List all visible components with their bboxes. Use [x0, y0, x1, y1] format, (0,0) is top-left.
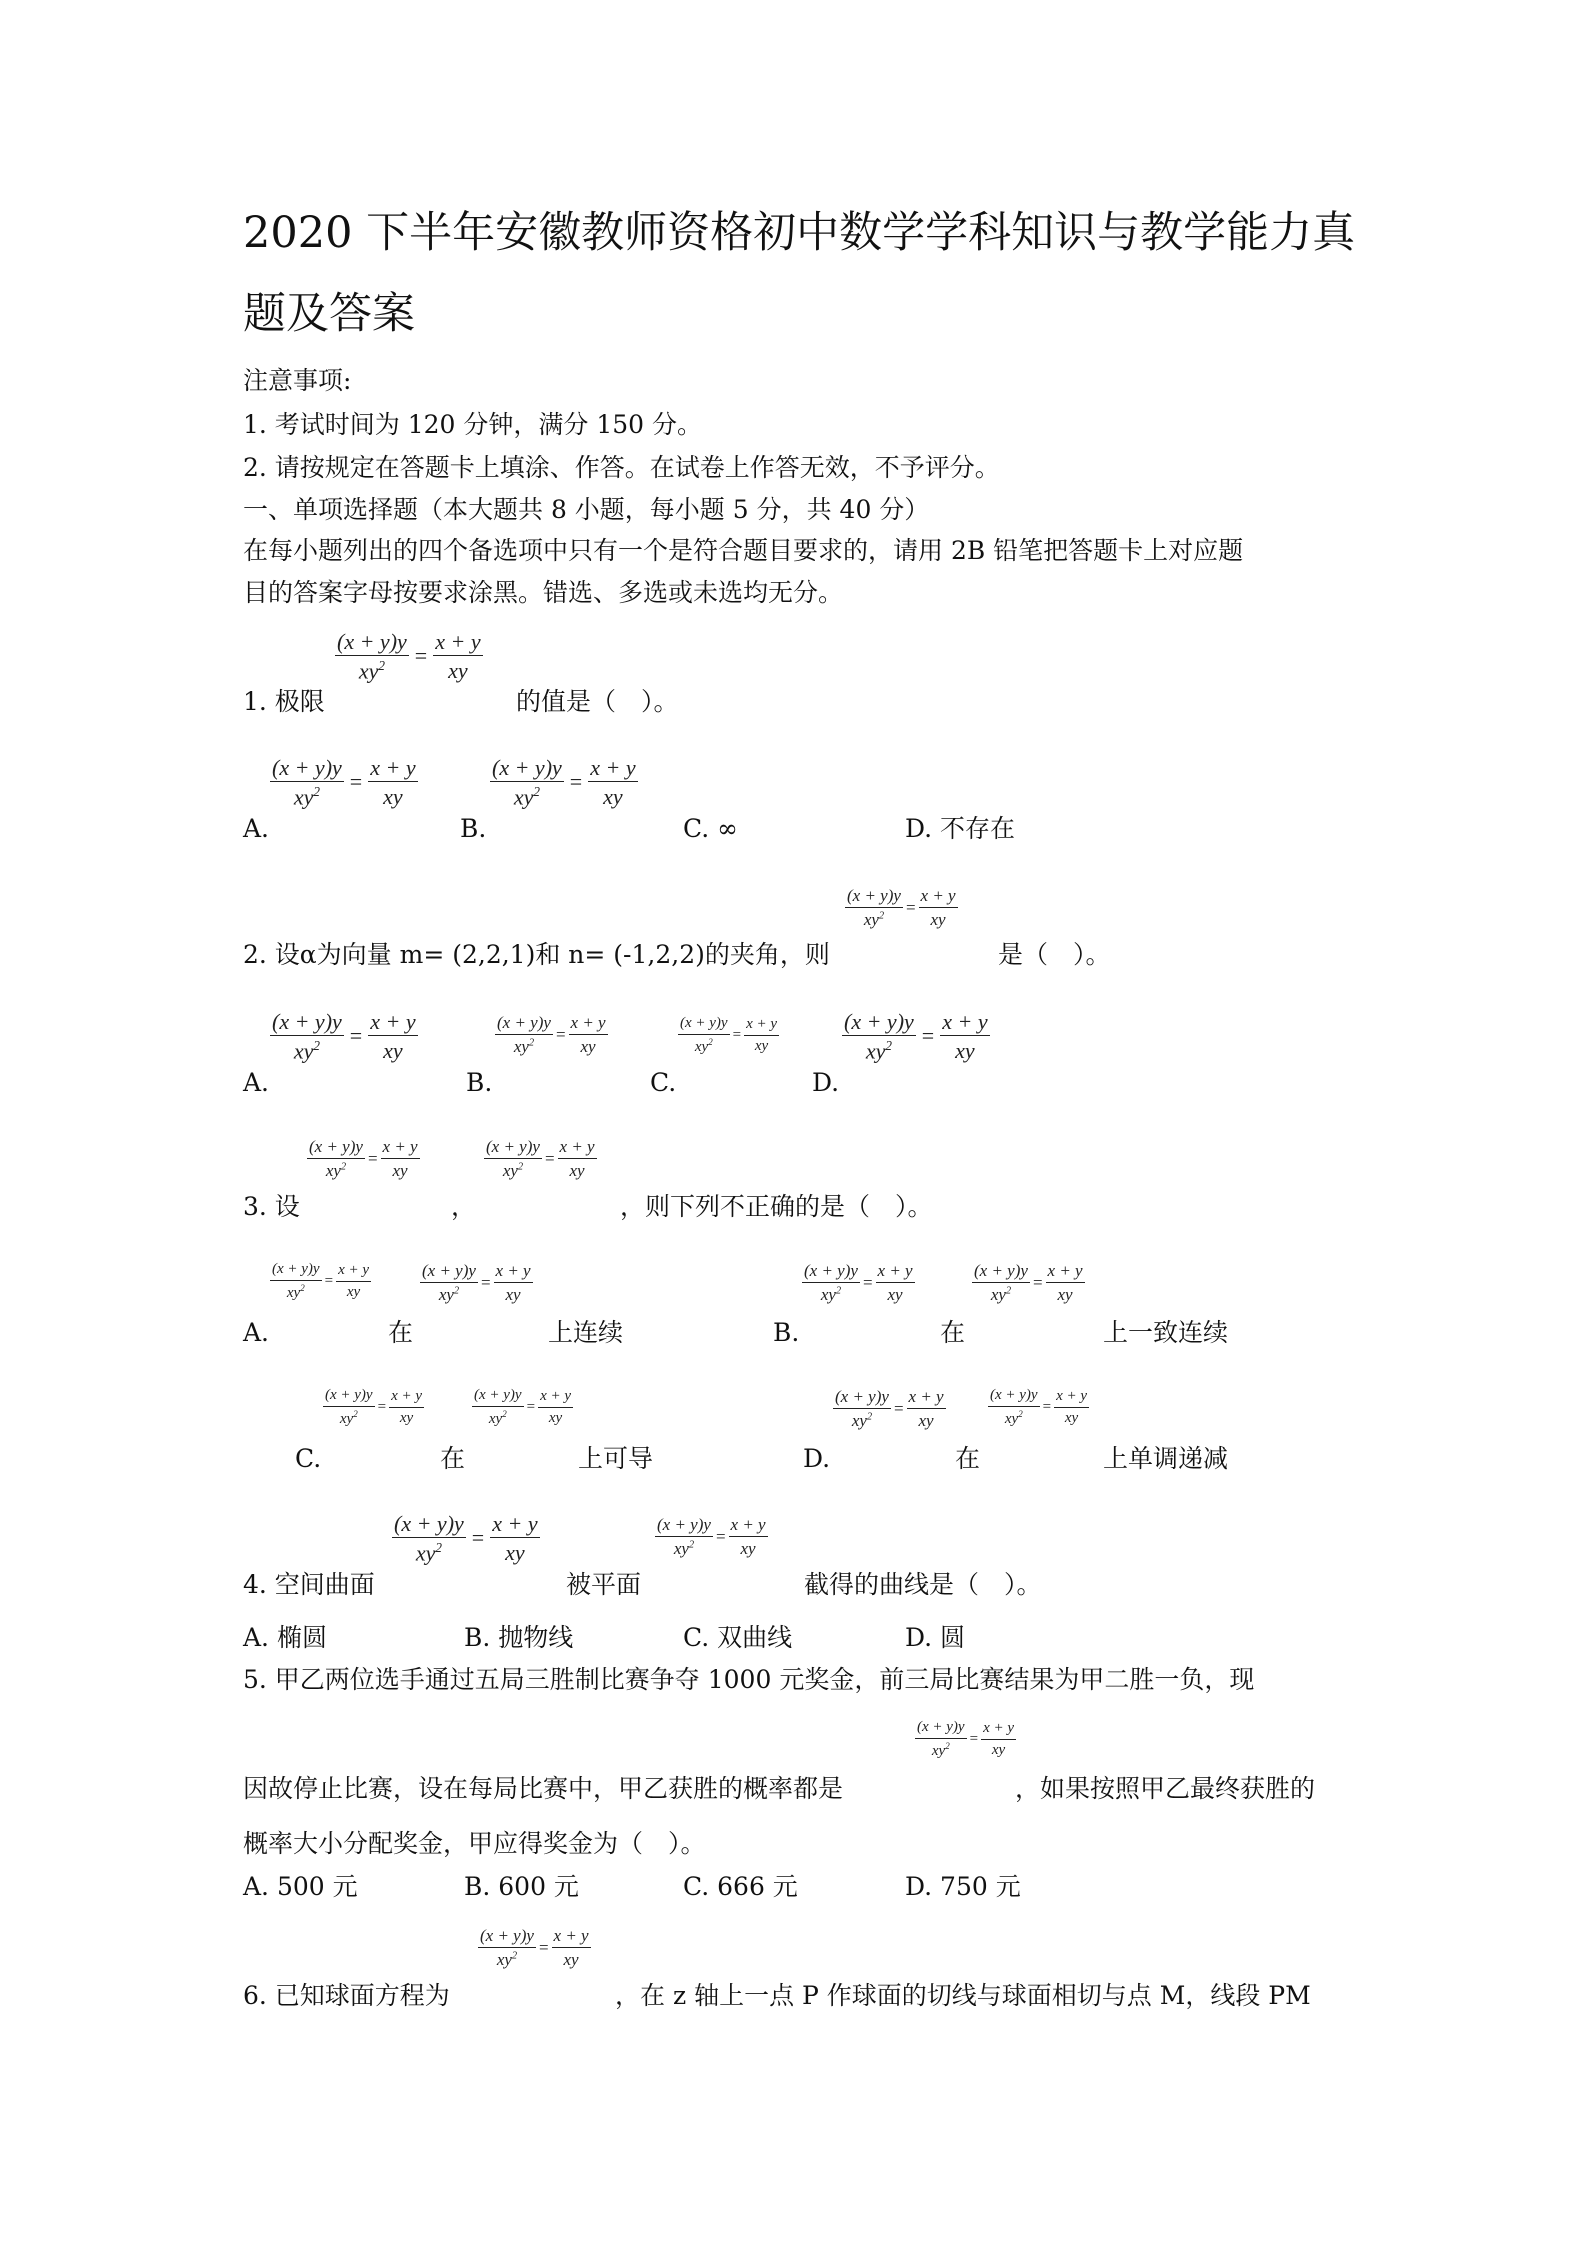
formula-image — [484, 1138, 597, 1180]
fraction-numerator: (x + y)y — [655, 1516, 713, 1537]
q3-d-zai: 在 — [955, 1444, 981, 1473]
fraction-numerator: (x + y)y — [833, 1388, 891, 1409]
section-instruction-2: 目的答案字母按要求涂黑。错选、多选或未选均无分。 — [243, 578, 844, 607]
fraction-right — [876, 1262, 915, 1304]
fraction-right — [538, 1389, 573, 1427]
denominator-base: xy — [513, 784, 534, 810]
denominator-exponent: 2 — [878, 910, 885, 922]
denominator-base: xy — [358, 658, 379, 684]
formula-image — [323, 1388, 424, 1428]
denominator-base: xy — [325, 1160, 341, 1180]
q4-prefix: 4. 空间曲面 — [243, 1570, 375, 1599]
q3-comma: ， — [451, 1192, 477, 1221]
denominator-base: xy — [502, 1160, 518, 1180]
equals-sign: = — [471, 1525, 485, 1551]
denominator-exponent: 2 — [502, 1408, 507, 1419]
fraction-left — [307, 1138, 365, 1180]
denominator-exponent: 2 — [511, 1950, 518, 1962]
q2-option-a: A. — [243, 1068, 270, 1097]
fraction-numerator: (x + y)y — [802, 1262, 860, 1283]
fraction-right — [744, 1017, 779, 1055]
fraction-right — [381, 1138, 420, 1180]
fraction-denominator — [852, 1409, 872, 1430]
fraction-denominator — [294, 1036, 320, 1062]
fraction-left — [335, 630, 409, 683]
q4-mid: 被平面 — [566, 1570, 642, 1599]
formula-image — [678, 1016, 779, 1056]
q3-c-zai: 在 — [440, 1444, 466, 1473]
fraction-denominator: xy — [1064, 1409, 1079, 1426]
fraction-numerator: x + y — [569, 1014, 608, 1035]
fraction-numerator: (x + y)y — [495, 1014, 553, 1035]
denominator-base: xy — [1004, 1410, 1019, 1427]
q5-option-c: C. 666 元 — [683, 1872, 798, 1901]
equals-sign: = — [349, 769, 363, 795]
fraction-left — [392, 1512, 466, 1565]
equals-sign: = — [367, 1148, 378, 1168]
fraction-numerator: x + y — [1054, 1389, 1089, 1408]
fraction-right — [368, 1010, 417, 1062]
fraction-denominator — [991, 1283, 1011, 1304]
denominator-exponent: 2 — [340, 1161, 347, 1173]
equals-sign: = — [538, 1937, 549, 1957]
fraction-denominator: xy — [399, 1409, 414, 1426]
q5-option-d: D. 750 元 — [905, 1872, 1021, 1901]
fraction-right — [389, 1389, 424, 1427]
fraction-denominator — [514, 782, 540, 808]
q3-prefix: 3. 设 — [243, 1192, 300, 1221]
denominator-exponent: 2 — [353, 1408, 358, 1419]
denominator-exponent: 2 — [453, 1285, 460, 1297]
fraction-denominator — [674, 1537, 694, 1558]
fraction-denominator: xy — [563, 1949, 579, 1969]
fraction-numerator: x + y — [981, 1721, 1016, 1740]
fraction-numerator: x + y — [552, 1927, 591, 1948]
denominator-exponent: 2 — [528, 1037, 535, 1049]
fraction-left — [490, 756, 564, 809]
formula-image — [392, 1512, 540, 1565]
q1-prefix: 1. 极限 — [243, 687, 325, 716]
q3-suffix: ，则下列不正确的是（ ）。 — [620, 1192, 933, 1221]
fraction-denominator — [287, 1281, 305, 1302]
fraction-numerator: (x + y)y — [270, 1010, 344, 1036]
formula-image — [972, 1262, 1085, 1304]
q3-c-tail: 上可导 — [578, 1444, 654, 1473]
formula-image — [420, 1262, 533, 1304]
formula-image — [495, 1014, 608, 1056]
fraction-numerator: x + y — [368, 1010, 417, 1036]
fraction-right — [981, 1721, 1016, 1759]
fraction-right — [729, 1516, 768, 1558]
equals-sign: = — [480, 1272, 491, 1292]
fraction-denominator: xy — [505, 1540, 525, 1566]
fraction-numerator: x + y — [1046, 1262, 1085, 1283]
fraction-left — [678, 1016, 730, 1056]
fraction-denominator: xy — [548, 1409, 563, 1426]
notice-item-2: 2. 请按规定在答题卡上填涂、作答。在试卷上作答无效，不予评分。 — [243, 453, 1000, 482]
denominator-base: xy — [820, 1284, 836, 1304]
fraction-denominator — [439, 1283, 459, 1304]
denominator-exponent: 2 — [378, 658, 385, 674]
fraction-numerator: (x + y)y — [915, 1720, 967, 1739]
fraction-numerator: (x + y)y — [323, 1388, 375, 1407]
fraction-numerator: x + y — [919, 887, 958, 908]
fraction-numerator: x + y — [368, 756, 417, 782]
q2-prefix: 2. 设α为向量 m= (2,2,1)和 n= (-1,2,2)的夹角，则 — [243, 940, 830, 969]
fraction-numerator: x + y — [876, 1262, 915, 1283]
q2-suffix: 是（ ）。 — [998, 940, 1111, 969]
formula-image — [833, 1388, 946, 1430]
fraction-denominator — [1005, 1407, 1023, 1428]
equals-sign: = — [324, 1273, 334, 1290]
denominator-exponent: 2 — [866, 1411, 873, 1423]
notice-item-1: 1. 考试时间为 120 分钟，满分 150 分。 — [243, 410, 703, 439]
denominator-exponent: 2 — [533, 784, 540, 800]
denominator-exponent: 2 — [708, 1036, 713, 1047]
fraction-right — [588, 756, 637, 808]
equals-sign: = — [544, 1148, 555, 1168]
denominator-exponent: 2 — [1005, 1285, 1012, 1297]
denominator-base: xy — [694, 1038, 709, 1055]
formula-image — [270, 756, 418, 809]
fraction-numerator: (x + y)y — [335, 630, 409, 656]
fraction-numerator: x + y — [729, 1516, 768, 1537]
formula-image — [270, 1010, 418, 1063]
fraction-right — [940, 1010, 989, 1062]
fraction-denominator: xy — [887, 1284, 903, 1304]
fraction-denominator: xy — [383, 784, 403, 810]
denominator-exponent: 2 — [688, 1539, 695, 1551]
denominator-base: xy — [293, 1038, 314, 1064]
fraction-numerator: (x + y)y — [988, 1388, 1040, 1407]
q3-a-zai: 在 — [388, 1318, 414, 1347]
q6-prefix: 6. 已知球面方程为 — [243, 1981, 450, 2010]
formula-image — [915, 1720, 1016, 1760]
equals-sign: = — [905, 897, 916, 917]
q1-option-d: D. 不存在 — [905, 814, 1016, 843]
fraction-left — [323, 1388, 375, 1428]
q5-line-1: 5. 甲乙两位选手通过五局三胜制比赛争夺 1000 元奖金，前三局比赛结果为甲二胜一负，现 — [243, 1665, 1255, 1694]
equals-sign: = — [969, 1731, 979, 1748]
fraction-numerator: x + y — [490, 1512, 539, 1538]
q2-option-d: D. — [812, 1068, 840, 1097]
q3-b-tail: 上一致连续 — [1103, 1318, 1229, 1347]
document-title-line-1: 2020 下半年安徽教师资格初中数学学科知识与教学能力真 — [243, 208, 1356, 258]
fraction-denominator: xy — [754, 1037, 769, 1054]
equals-sign: = — [526, 1399, 536, 1416]
equals-sign: = — [921, 1023, 935, 1049]
denominator-base: xy — [293, 784, 314, 810]
fraction-numerator: (x + y)y — [307, 1138, 365, 1159]
fraction-denominator — [503, 1159, 523, 1180]
q1-option-c: C. ∞ — [683, 814, 738, 843]
q1-option-a: A. — [243, 814, 270, 843]
fraction-denominator: xy — [1057, 1284, 1073, 1304]
denominator-exponent: 2 — [435, 1540, 442, 1556]
fraction-left — [802, 1262, 860, 1304]
document-title-line-2: 题及答案 — [243, 289, 415, 339]
equals-sign: = — [1042, 1399, 1052, 1416]
fraction-denominator — [695, 1035, 713, 1056]
q4-option-b: B. 抛物线 — [464, 1623, 574, 1652]
fraction-denominator: xy — [569, 1160, 585, 1180]
fraction-denominator — [294, 782, 320, 808]
fraction-right — [569, 1014, 608, 1056]
fraction-denominator — [340, 1407, 358, 1428]
formula-image — [270, 1262, 371, 1302]
formula-image — [988, 1388, 1089, 1428]
q3-d-tail: 上单调递减 — [1103, 1444, 1229, 1473]
denominator-base: xy — [513, 1036, 529, 1056]
q1-suffix: 的值是（ ）。 — [516, 687, 679, 716]
fraction-right — [552, 1927, 591, 1969]
fraction-numerator: (x + y)y — [972, 1262, 1030, 1283]
q5-option-a: A. 500 元 — [243, 1872, 358, 1901]
fraction-numerator: (x + y)y — [270, 756, 344, 782]
fraction-denominator: xy — [918, 1410, 934, 1430]
q3-option-d: D. — [803, 1444, 831, 1473]
fraction-left — [472, 1388, 524, 1428]
fraction-denominator — [514, 1035, 534, 1056]
fraction-denominator — [359, 656, 385, 682]
equals-sign: = — [349, 1023, 363, 1049]
formula-image — [490, 756, 638, 809]
denominator-base: xy — [931, 1742, 946, 1759]
formula-image — [845, 887, 958, 929]
q5-line-3: 概率大小分配奖金，甲应得奖金为（ ）。 — [243, 1829, 706, 1858]
fraction-numerator: (x + y)y — [678, 1016, 730, 1035]
denominator-exponent: 2 — [313, 784, 320, 800]
q1-option-b: B. — [460, 814, 487, 843]
notice-heading: 注意事项: — [243, 366, 352, 395]
denominator-base: xy — [990, 1284, 1006, 1304]
fraction-left — [915, 1720, 967, 1760]
fraction-numerator: x + y — [940, 1010, 989, 1036]
fraction-denominator — [489, 1407, 507, 1428]
fraction-right — [336, 1263, 371, 1301]
denominator-base: xy — [286, 1284, 301, 1301]
formula-image — [307, 1138, 420, 1180]
equals-sign: = — [377, 1399, 387, 1416]
fraction-denominator: xy — [603, 784, 623, 810]
formula-image — [478, 1927, 591, 1969]
fraction-numerator: (x + y)y — [484, 1138, 542, 1159]
q3-option-a: A. — [243, 1318, 270, 1347]
q3-a-tail: 上连续 — [548, 1318, 624, 1347]
fraction-denominator — [866, 1036, 892, 1062]
fraction-left — [972, 1262, 1030, 1304]
fraction-right — [494, 1262, 533, 1304]
q2-option-c: C. — [650, 1068, 677, 1097]
fraction-right — [490, 1512, 539, 1564]
fraction-numerator: (x + y)y — [490, 756, 564, 782]
q4-option-d: D. 圆 — [905, 1623, 966, 1652]
equals-sign: = — [862, 1272, 873, 1292]
fraction-right — [558, 1138, 597, 1180]
denominator-base: xy — [339, 1410, 354, 1427]
equals-sign: = — [732, 1027, 742, 1044]
formula-image — [472, 1388, 573, 1428]
denominator-base: xy — [488, 1410, 503, 1427]
equals-sign: = — [414, 643, 428, 669]
denominator-base: xy — [865, 1038, 886, 1064]
denominator-base: xy — [415, 1540, 436, 1566]
fraction-left — [420, 1262, 478, 1304]
fraction-numerator: (x + y)y — [270, 1262, 322, 1281]
q5-line-2-suffix: ，如果按照甲乙最终获胜的 — [1015, 1774, 1316, 1803]
fraction-left — [270, 1262, 322, 1302]
fraction-numerator: (x + y)y — [478, 1927, 536, 1948]
fraction-left — [270, 1010, 344, 1063]
fraction-denominator — [497, 1948, 517, 1969]
fraction-left — [988, 1388, 1040, 1428]
fraction-numerator: x + y — [538, 1389, 573, 1408]
fraction-right — [433, 630, 482, 682]
fraction-denominator: xy — [383, 1038, 403, 1064]
section-instruction-1: 在每小题列出的四个备选项中只有一个是符合题目要求的，请用 2B 铅笔把答题卡上对应题 — [243, 536, 1244, 565]
denominator-exponent: 2 — [300, 1282, 305, 1293]
q3-option-b: B. — [773, 1318, 800, 1347]
fraction-denominator: xy — [955, 1038, 975, 1064]
formula-image — [842, 1010, 990, 1063]
denominator-exponent: 2 — [885, 1038, 892, 1054]
fraction-numerator: (x + y)y — [472, 1388, 524, 1407]
fraction-left — [842, 1010, 916, 1063]
denominator-base: xy — [438, 1284, 454, 1304]
fraction-denominator — [864, 908, 884, 929]
fraction-numerator: (x + y)y — [392, 1512, 466, 1538]
q6-suffix: ，在 z 轴上一点 P 作球面的切线与球面相切与点 M，线段 PM — [615, 1981, 1311, 2010]
fraction-right — [1046, 1262, 1085, 1304]
q2-option-b: B. — [466, 1068, 493, 1097]
q5-line-2-prefix: 因故停止比赛，设在每局比赛中，甲乙获胜的概率都是 — [243, 1774, 844, 1803]
fraction-right — [907, 1388, 946, 1430]
denominator-exponent: 2 — [945, 1740, 950, 1751]
fraction-right — [368, 756, 417, 808]
fraction-numerator: (x + y)y — [420, 1262, 478, 1283]
fraction-right — [1054, 1389, 1089, 1427]
fraction-denominator — [326, 1159, 346, 1180]
section-heading: 一、单项选择题（本大题共 8 小题，每小题 5 分，共 40 分） — [243, 495, 930, 524]
fraction-numerator: x + y — [907, 1388, 946, 1409]
formula-image — [802, 1262, 915, 1304]
fraction-numerator: x + y — [381, 1138, 420, 1159]
denominator-exponent: 2 — [835, 1285, 842, 1297]
fraction-left — [845, 887, 903, 929]
fraction-numerator: x + y — [336, 1263, 371, 1282]
q5-option-b: B. 600 元 — [464, 1872, 579, 1901]
equals-sign: = — [715, 1526, 726, 1546]
fraction-numerator: x + y — [494, 1262, 533, 1283]
denominator-base: xy — [851, 1410, 867, 1430]
q3-option-c: C. — [295, 1444, 322, 1473]
fraction-denominator: xy — [930, 909, 946, 929]
q4-suffix: 截得的曲线是（ ）。 — [804, 1570, 1042, 1599]
fraction-denominator: xy — [580, 1036, 596, 1056]
q4-option-c: C. 双曲线 — [683, 1623, 793, 1652]
formula-image — [335, 630, 483, 683]
fraction-left — [495, 1014, 553, 1056]
fraction-numerator: x + y — [744, 1017, 779, 1036]
equals-sign: = — [569, 769, 583, 795]
fraction-numerator: (x + y)y — [845, 887, 903, 908]
fraction-denominator — [416, 1538, 442, 1564]
fraction-left — [478, 1927, 536, 1969]
fraction-denominator: xy — [448, 658, 468, 684]
fraction-left — [833, 1388, 891, 1430]
denominator-exponent: 2 — [1018, 1408, 1023, 1419]
denominator-exponent: 2 — [313, 1038, 320, 1054]
fraction-denominator: xy — [505, 1284, 521, 1304]
fraction-numerator: (x + y)y — [842, 1010, 916, 1036]
denominator-base: xy — [673, 1538, 689, 1558]
fraction-denominator: xy — [346, 1283, 361, 1300]
fraction-left — [270, 756, 344, 809]
fraction-denominator — [821, 1283, 841, 1304]
q3-b-zai: 在 — [940, 1318, 966, 1347]
equals-sign: = — [893, 1398, 904, 1418]
fraction-numerator: x + y — [588, 756, 637, 782]
fraction-left — [484, 1138, 542, 1180]
fraction-left — [655, 1516, 713, 1558]
fraction-numerator: x + y — [558, 1138, 597, 1159]
denominator-exponent: 2 — [517, 1161, 524, 1173]
fraction-numerator: x + y — [389, 1389, 424, 1408]
denominator-base: xy — [863, 909, 879, 929]
fraction-right — [919, 887, 958, 929]
denominator-base: xy — [496, 1949, 512, 1969]
fraction-numerator: x + y — [433, 630, 482, 656]
equals-sign: = — [1032, 1272, 1043, 1292]
fraction-denominator: xy — [991, 1741, 1006, 1758]
q4-option-a: A. 椭圆 — [243, 1623, 327, 1652]
fraction-denominator: xy — [740, 1538, 756, 1558]
equals-sign: = — [555, 1024, 566, 1044]
formula-image — [655, 1516, 768, 1558]
fraction-denominator: xy — [392, 1160, 408, 1180]
fraction-denominator — [932, 1739, 950, 1760]
